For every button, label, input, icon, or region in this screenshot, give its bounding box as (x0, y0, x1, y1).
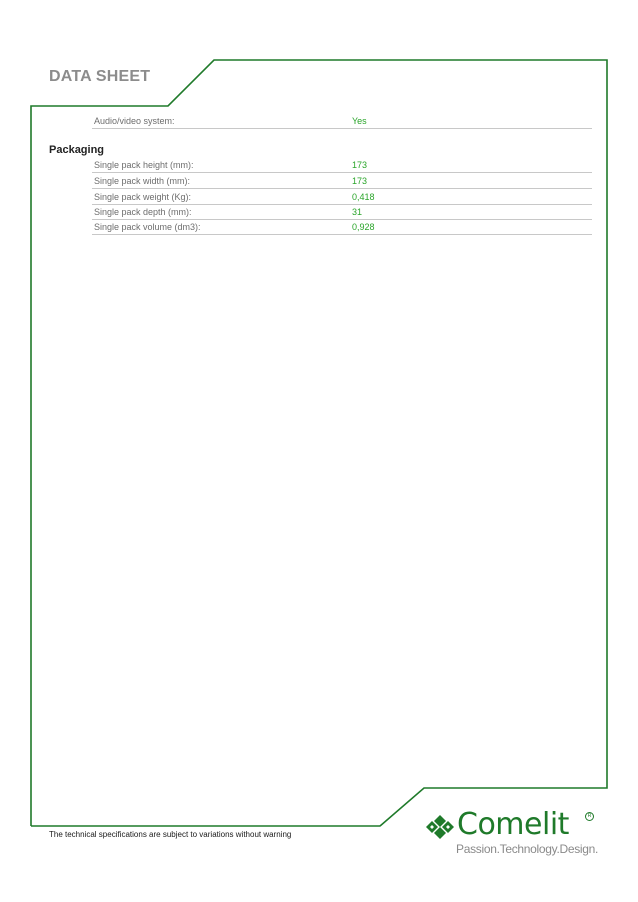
footer-disclaimer: The technical specifications are subject to variations without warning (49, 830, 292, 839)
comelit-logo (424, 807, 599, 860)
spec-label: Audio/video system: (94, 116, 175, 126)
registered-mark: R (585, 812, 594, 821)
packaging-label: Single pack volume (dm3): (94, 222, 201, 232)
packaging-label: Single pack depth (mm): (94, 207, 192, 217)
logo-tagline: Passion.Technology.Design. (456, 842, 599, 856)
logo-brand-text: Comelit (457, 807, 569, 842)
packaging-value: 31 (352, 207, 363, 217)
packaging-row (92, 205, 592, 220)
packaging-heading: Packaging (49, 144, 105, 156)
packaging-value: 173 (352, 176, 368, 186)
page-title: DATA SHEET (49, 68, 151, 85)
packaging-value: 0,418 (352, 192, 375, 202)
comelit-mark-icon (424, 815, 454, 839)
packaging-value: 173 (352, 160, 368, 170)
packaging-row (92, 158, 592, 173)
packaging-label: Single pack height (mm): (94, 160, 194, 170)
packaging-row (92, 220, 592, 235)
packaging-row (92, 190, 592, 205)
packaging-value: 0,928 (352, 222, 375, 232)
packaging-label: Single pack width (mm): (94, 176, 191, 186)
spec-row (92, 114, 592, 129)
packaging-label: Single pack weight (Kg): (94, 192, 192, 202)
spec-value: Yes (352, 116, 367, 126)
packaging-row (92, 174, 592, 189)
